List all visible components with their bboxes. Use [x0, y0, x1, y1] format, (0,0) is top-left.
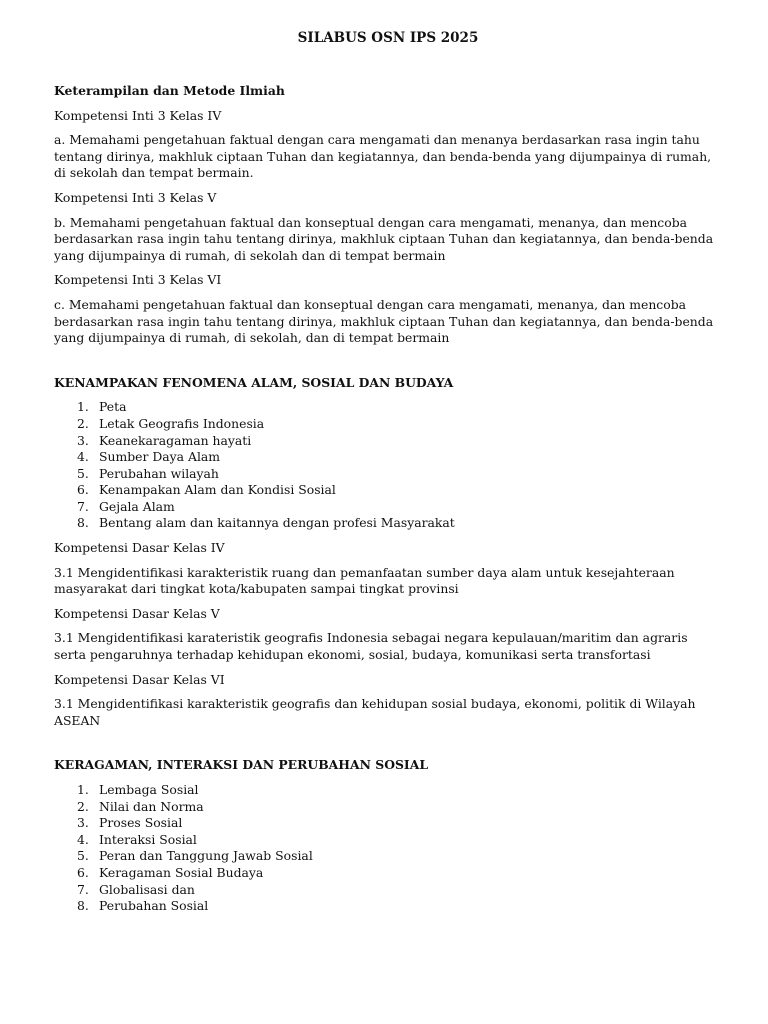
kd-label-kelas-v: Kompetensi Dasar Kelas V: [54, 605, 220, 621]
list-item: [54, 466, 722, 483]
list-item: [54, 782, 722, 799]
list-item-number: 2.: [77, 798, 89, 814]
list-item-text: Nilai dan Norma: [99, 798, 204, 814]
list-item-number: 2.: [77, 415, 89, 431]
page-title: SILABUS OSN IPS 2025: [297, 30, 479, 46]
section-heading-keragaman: KERAGAMAN, INTERAKSI DAN PERUBAHAN SOSIAL: [54, 757, 429, 773]
ki-text-kelas-iv: a. Memahami pengetahuan faktual dengan cara mengamati dan menanya berdasarkan rasa ingin tahu tentang dirinya, makhluk ciptaan Tuhan dan kegiatannya, dan benda-benda yang dijumpainya di rumah, di sekolah dan tempat bermain.: [54, 132, 712, 181]
list-item: [54, 416, 722, 433]
list-item: [54, 815, 722, 832]
list-item-number: 5.: [77, 465, 89, 481]
list-item-text: Perubahan Sosial: [99, 898, 209, 914]
list-item-number: 5.: [77, 848, 89, 864]
list-item: [54, 499, 722, 516]
list-item-text: Globalisasi dan: [99, 881, 195, 897]
list-item-number: 7.: [77, 498, 89, 514]
section-heading-kenampakan: KENAMPAKAN FENOMENA ALAM, SOSIAL DAN BUDAYA: [54, 374, 454, 390]
list-item: [54, 882, 722, 899]
kd-text-kelas-iv: 3.1 Mengidentifikasi karakteristik ruang dan pemanfaatan sumber daya alam untuk kesejahteraan masyarakat dari tingkat kota/kabupaten sampai tingkat provinsi: [54, 564, 675, 597]
list-item: [54, 799, 722, 816]
list-item-number: 4.: [77, 831, 89, 847]
ki-label-kelas-iv: Kompetensi Inti 3 Kelas IV: [54, 107, 222, 123]
list-item-text: Keragaman Sosial Budaya: [99, 864, 264, 880]
ki-label-kelas-vi: Kompetensi Inti 3 Kelas VI: [54, 272, 222, 288]
list-item: [54, 848, 722, 865]
list-item-text: Letak Geografis Indonesia: [99, 415, 265, 431]
list-item-text: Lembaga Sosial: [99, 782, 199, 797]
list-item-text: Proses Sosial: [99, 815, 183, 831]
list-item: [54, 433, 722, 450]
list-item-number: 3.: [77, 432, 89, 448]
list-item: [54, 515, 722, 532]
list-item-number: 6.: [77, 864, 89, 880]
list-item-number: 8.: [77, 898, 89, 914]
list-item: [54, 832, 722, 849]
kd-label-kelas-iv: Kompetensi Dasar Kelas IV: [54, 540, 225, 556]
list-item-number: 1.: [77, 399, 89, 415]
list-item-text: Interaksi Sosial: [99, 831, 197, 847]
list-item-text: Bentang alam dan kaitannya dengan profesi Masyarakat: [99, 515, 455, 531]
list-item: [54, 449, 722, 466]
list-item-text: Keanekaragaman hayati: [99, 432, 252, 448]
list-item-text: Peta: [99, 399, 127, 415]
list-item-text: Perubahan wilayah: [99, 465, 219, 481]
list-item-text: Gejala Alam: [99, 498, 175, 514]
list-item: [54, 399, 722, 416]
list-item-number: 4.: [77, 449, 89, 465]
ki-label-kelas-v: Kompetensi Inti 3 Kelas V: [54, 189, 217, 205]
list-item-number: 8.: [77, 515, 89, 531]
list-item-number: 1.: [77, 782, 89, 797]
kenampakan-topic-list: [54, 399, 722, 532]
list-item: [54, 865, 722, 882]
section-heading-keterampilan: Keterampilan dan Metode Ilmiah: [54, 83, 285, 98]
keragaman-topic-list: [54, 782, 722, 915]
list-item-number: 7.: [77, 881, 89, 897]
list-item: [54, 898, 722, 915]
list-item-number: 6.: [77, 482, 89, 498]
ki-text-kelas-vi: c. Memahami pengetahuan faktual dan konseptual dengan cara mengamati, menanya, dan mencoba berdasarkan rasa ingin tahu tentang dirinya, makhluk ciptaan Tuhan dan kegiatannya, dan benda-benda yang dijumpainya di rumah, di sekolah, dan di tempat bermain: [54, 296, 714, 346]
kd-text-kelas-v: 3.1 Mengidentifikasi karateristik geografis Indonesia sebagai negara kepulauan/maritim dan agraris serta pengaruhnya terhadap kehidupan ekonomi, sosial, budaya, komunikasi serta transfortasi: [54, 630, 688, 663]
list-item-text: Kenampakan Alam dan Kondisi Sosial: [99, 482, 336, 498]
document-page: [54, 30, 722, 915]
list-item-number: 3.: [77, 815, 89, 831]
ki-text-kelas-v: b. Memahami pengetahuan faktual dan konseptual dengan cara mengamati, menanya, dan mencoba berdasarkan rasa ingin tahu tentang dirinya, makhluk ciptaan Tuhan dan kegiatannya, dan benda-benda yang dijumpainya di rumah, di sekolah dan di tempat bermain: [54, 214, 714, 263]
kd-label-kelas-vi: Kompetensi Dasar Kelas VI: [54, 671, 225, 687]
kd-text-kelas-vi: 3.1 Mengidentifikasi karakteristik geografis dan kehidupan sosial budaya, ekonomi, politik di Wilayah ASEAN: [54, 696, 696, 728]
list-item-text: Sumber Daya Alam: [99, 449, 221, 465]
list-item-text: Peran dan Tanggung Jawab Sosial: [99, 848, 313, 864]
list-item: [54, 482, 722, 499]
